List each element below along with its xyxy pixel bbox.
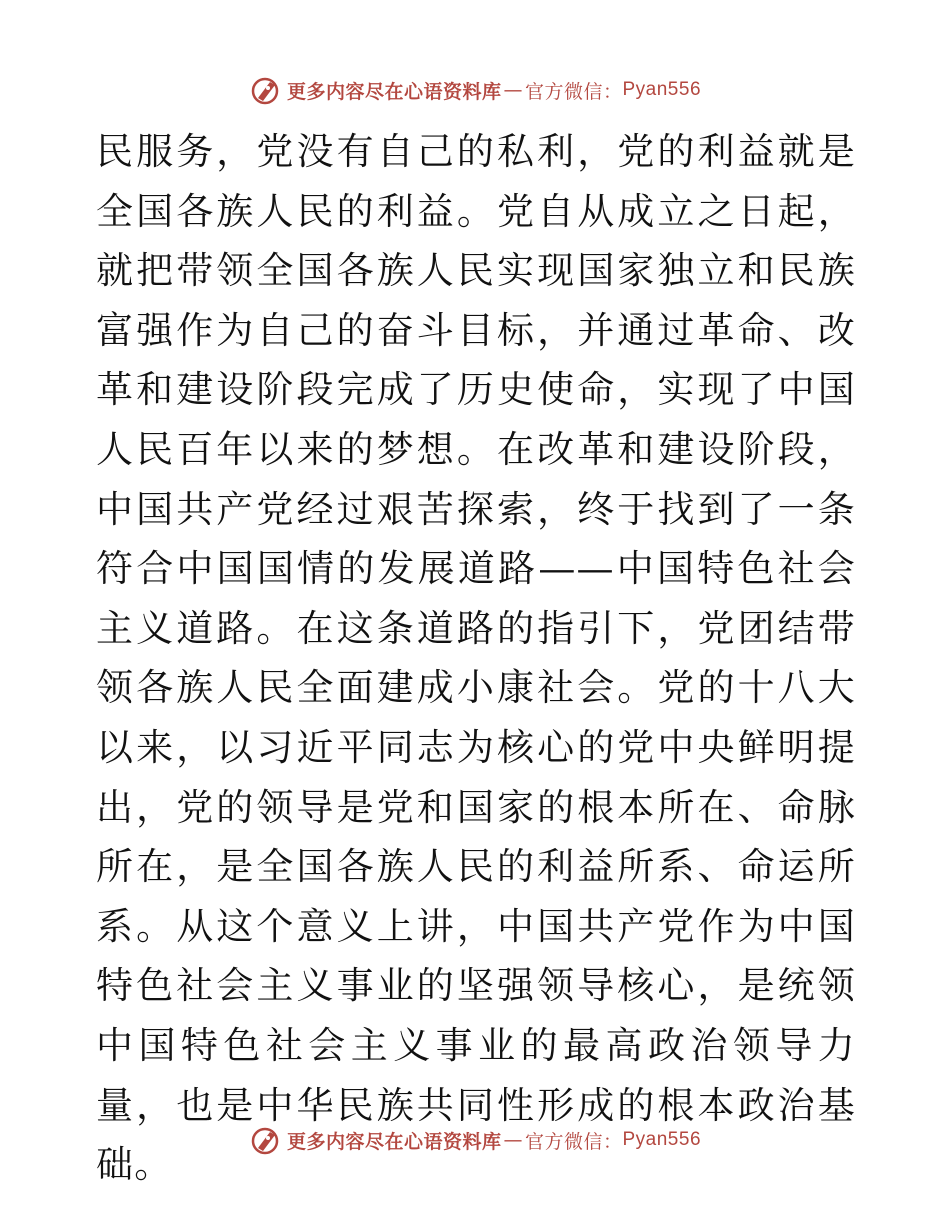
footer-promo-text: 更多内容尽在心语资料库 — [286, 1130, 502, 1153]
pen-nib-logo-icon — [249, 74, 281, 106]
header-separator: — — [503, 79, 523, 101]
footer-wechat-label: 官方微信： — [524, 1130, 623, 1153]
footer-separator: — — [503, 1129, 523, 1151]
header-wechat-label: 官方微信： — [524, 80, 623, 103]
pen-nib-logo-icon — [249, 1124, 281, 1156]
footer-banner — [0, 1120, 950, 1160]
header-wechat-handle: Pyan556 — [622, 79, 702, 100]
body-paragraph: 民服务，党没有自己的私利，党的利益就是全国各族人民的利益。党自从成立之日起，就把带领全国各族人民实现国家独立和民族富强作为自己的奋斗目标，并通过革命、改革和建设阶段完成了历史使命，实现了中国人民百年以来的梦想。在改革和建设阶段，中国共产党经过艰苦探索，终于找到了一条符合中国国情的发展道路——中国特色社会主义道路。在这条道路的指引下，党团结带领各族人民全面建成小康社会。党的十八大以来，以习近平同志为核心的党中央鲜明提出，党的领导是党和国家的根本所在、命脉所在，是全国各族人民的利益所系、命运所系。从这个意义上讲，中国共产党作为中国特色社会主义事业的坚强领导核心，是统领中国特色社会主义事业的最高政治领导力量，也是中华民族共同性形成的根本政治基础。 — [96, 130, 856, 1187]
header-promo-text: 更多内容尽在心语资料库 — [286, 80, 502, 103]
footer-wechat-handle: Pyan556 — [622, 1129, 702, 1150]
header-banner — [0, 70, 950, 110]
